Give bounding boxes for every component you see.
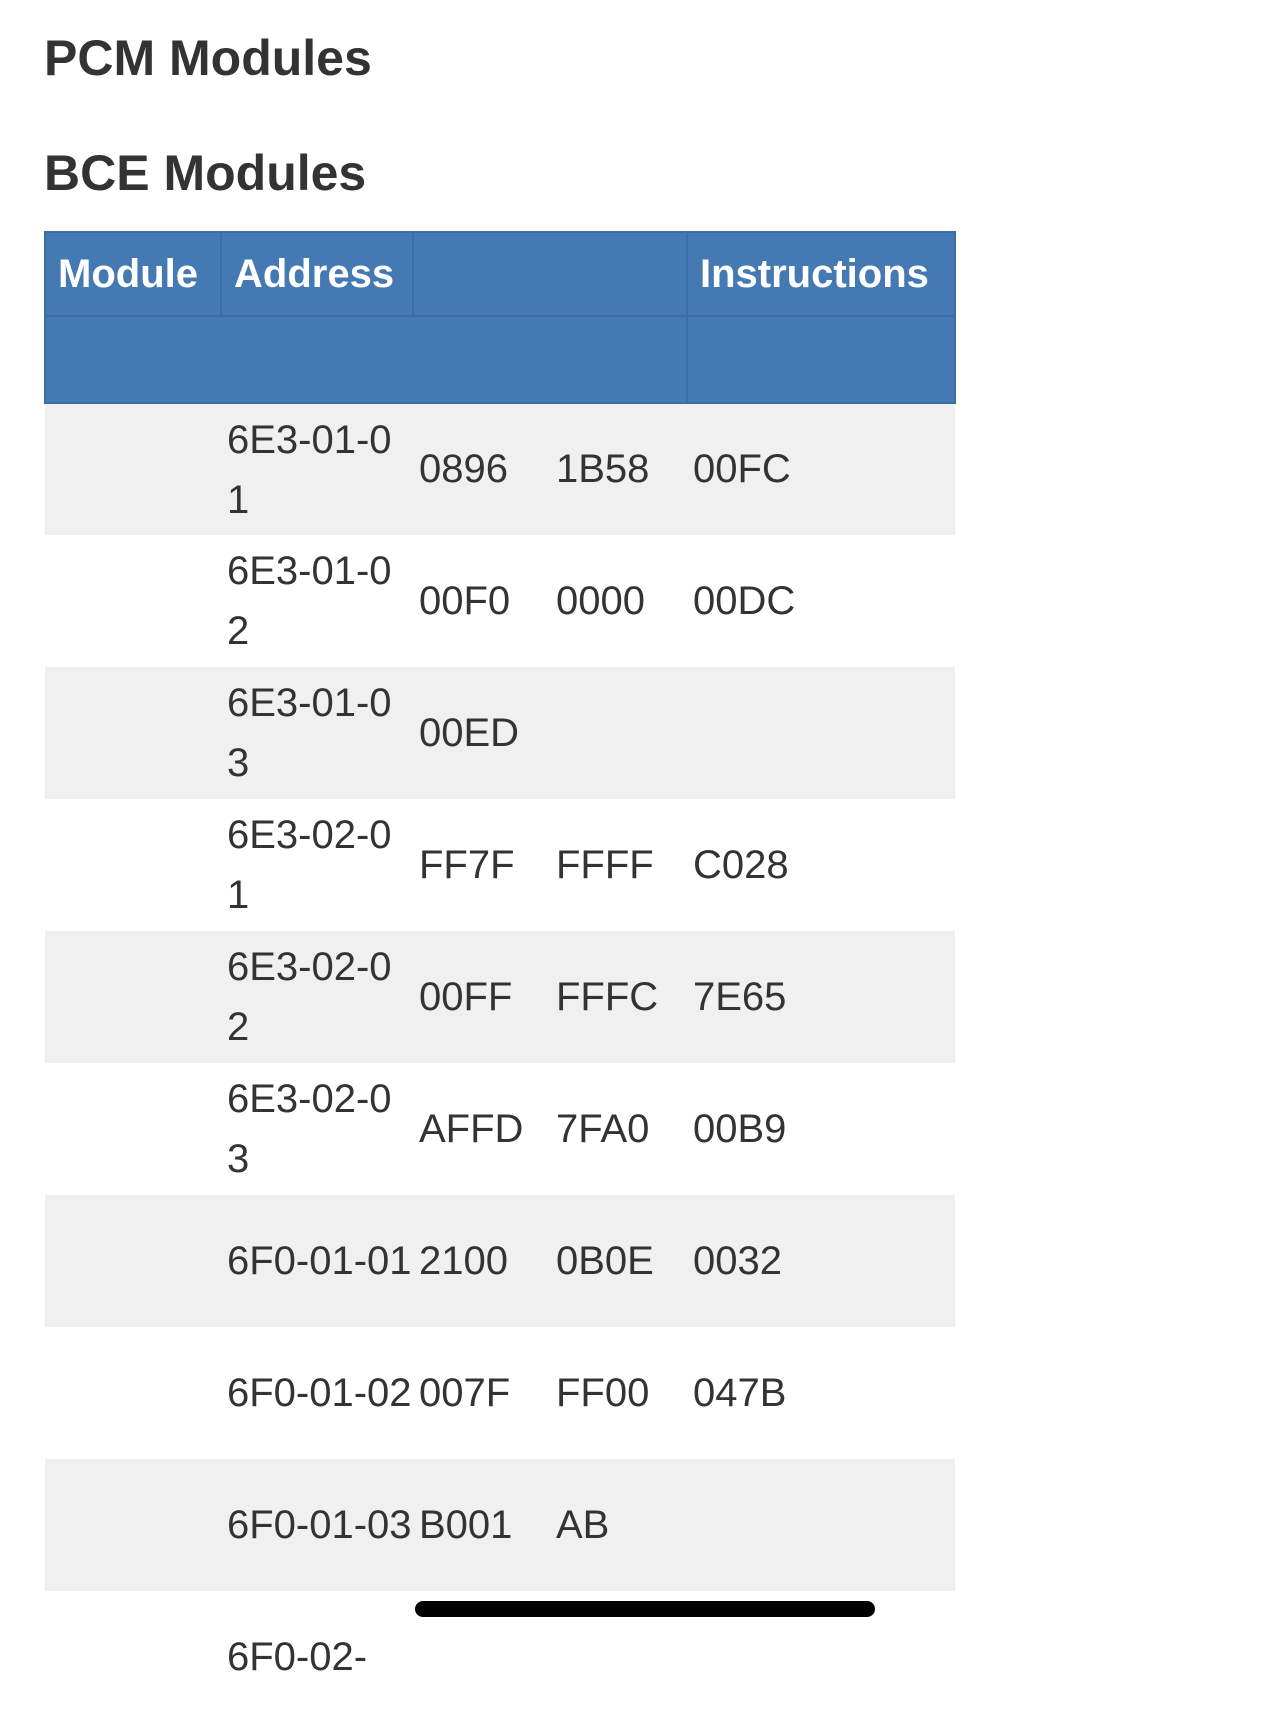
module-cell (45, 667, 221, 799)
address-cell: 6E3-01-01 (221, 403, 413, 535)
data-cell: FFFC (550, 931, 687, 1063)
address-cell: 6F0-01-01 (221, 1195, 413, 1327)
table-row (45, 535, 955, 667)
table-row (45, 403, 955, 535)
address-cell: 6F0-01-03 (221, 1459, 413, 1591)
data-cell: 00FF (413, 931, 550, 1063)
data-cell: 7E65 (687, 931, 955, 1063)
data-cell: FF7F (413, 799, 550, 931)
data-cell: FF00 (550, 1327, 687, 1459)
module-cell (45, 1591, 221, 1723)
data-cell: AFFD (413, 1063, 550, 1195)
data-cell: 00DC (687, 535, 955, 667)
address-cell: 6E3-01-03 (221, 667, 413, 799)
column-header-module: Module (45, 232, 221, 316)
data-cell: 00FC (687, 403, 955, 535)
data-cell (687, 667, 955, 799)
address-cell: 6F0-01-02 (221, 1327, 413, 1459)
table-row (45, 799, 955, 931)
address-cell: 6E3-02-03 (221, 1063, 413, 1195)
table-row (45, 1195, 955, 1327)
data-cell: 00B9 (687, 1063, 955, 1195)
data-cell: 007F (413, 1327, 550, 1459)
data-cell (687, 1459, 955, 1591)
home-indicator-bar[interactable] (415, 1601, 875, 1617)
data-cell: 0896 (413, 403, 550, 535)
pcm-modules-heading: PCM Modules (44, 30, 372, 86)
table-header-row (45, 232, 955, 316)
data-cell: AB (550, 1459, 687, 1591)
subheader-cell (45, 316, 687, 403)
module-cell (45, 1327, 221, 1459)
address-cell: 6E3-02-01 (221, 799, 413, 931)
column-header-instructions: Instructions (687, 232, 955, 316)
table-row (45, 1063, 955, 1195)
data-cell: 047B (687, 1327, 955, 1459)
table-row (45, 931, 955, 1063)
module-cell (45, 799, 221, 931)
table-row (45, 1327, 955, 1459)
data-cell: 2100 (413, 1195, 550, 1327)
address-cell: 6F0-02- (221, 1591, 413, 1723)
address-cell: 6E3-02-02 (221, 931, 413, 1063)
data-cell (550, 667, 687, 799)
bce-modules-table (44, 231, 956, 1723)
address-cell: 6E3-01-02 (221, 535, 413, 667)
bce-modules-heading: BCE Modules (44, 145, 367, 201)
module-cell (45, 535, 221, 667)
data-cell: 0B0E (550, 1195, 687, 1327)
module-cell (45, 931, 221, 1063)
table-subheader-row (45, 316, 955, 403)
column-header-data (413, 232, 687, 316)
table-row (45, 667, 955, 799)
module-cell (45, 1063, 221, 1195)
column-header-address: Address (221, 232, 413, 316)
module-cell (45, 403, 221, 535)
data-cell: FFFF (550, 799, 687, 931)
module-cell (45, 1195, 221, 1327)
data-cell: 7FA0 (550, 1063, 687, 1195)
data-cell: B001 (413, 1459, 550, 1591)
data-cell: 00F0 (413, 535, 550, 667)
data-cell: 0032 (687, 1195, 955, 1327)
data-cell: 00ED (413, 667, 550, 799)
table-row (45, 1459, 955, 1591)
module-cell (45, 1459, 221, 1591)
data-cell: 0000 (550, 535, 687, 667)
subheader-cell-instructions (687, 316, 955, 403)
data-cell: 1B58 (550, 403, 687, 535)
data-cell: C028 (687, 799, 955, 931)
